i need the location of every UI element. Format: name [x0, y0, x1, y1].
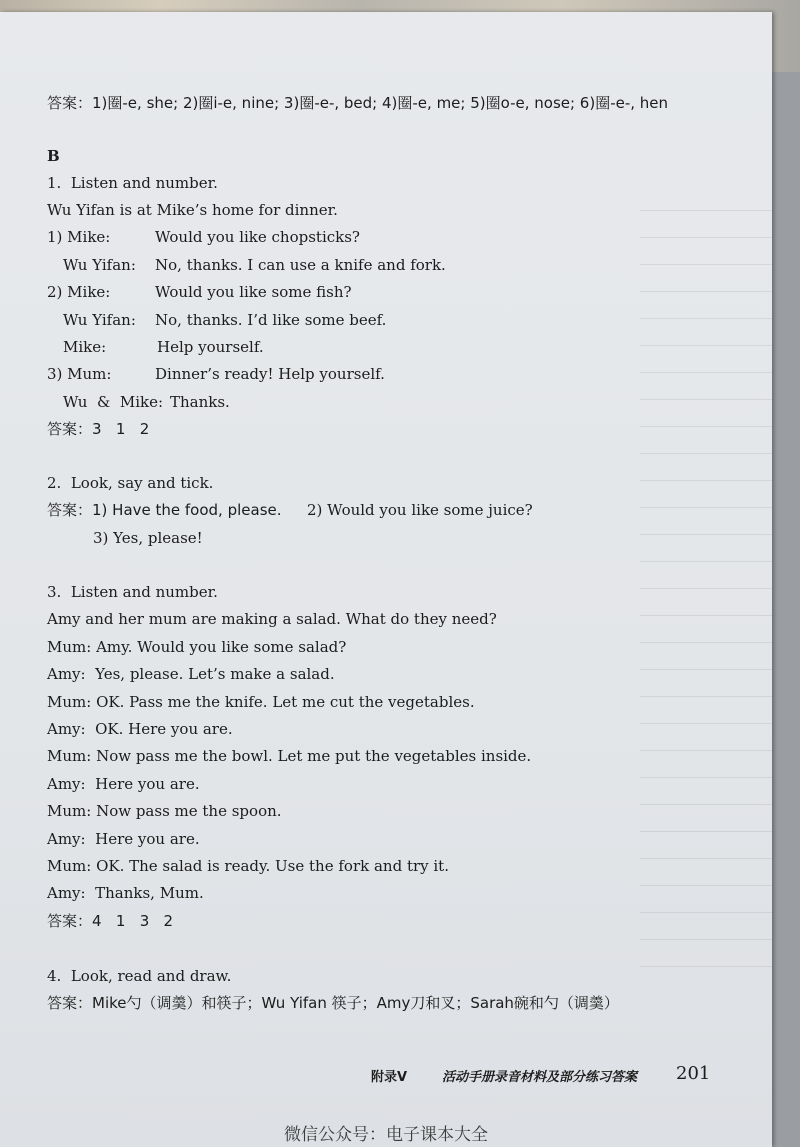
exercise-3-line: Mum: OK. Pass me the knife. Let me cut the vegetables. [47, 693, 475, 711]
appendix-label: 附录V [371, 1070, 408, 1085]
dialogue-number: 3) Mum: [47, 365, 112, 383]
show-through-text [640, 192, 772, 972]
exercise-2-answer-1: 答案：1) Have the food, please. [47, 501, 282, 519]
dialogue-speaker: Mike: [63, 338, 107, 356]
dialogue-text: Thanks. [170, 393, 230, 411]
exercise-3-line: Amy and her mum are making a salad. What do they need? [47, 610, 497, 628]
watermark: 微信公众号：电子课本大全 [284, 1125, 488, 1145]
answer-line-phonics: 答案：1)圈-e, she; 2)圈i-e, nine; 3)圈-e-, bed; 4)圈-e, me; 5)圈o-e, nose; 6)圈-e-, hen [47, 94, 669, 112]
dialogue-text: Dinner’s ready! Help yourself. [155, 365, 385, 383]
section-heading-b: B [47, 147, 60, 165]
exercise-3-line: Mum: Amy. Would you like some salad? [47, 638, 347, 656]
book-page [0, 12, 772, 1147]
exercise-3-line: Amy: Here you are. [47, 830, 200, 848]
dialogue-speaker: Wu & Mike: [63, 393, 164, 411]
dialogue-number: 2) Mike: [47, 283, 111, 301]
exercise-1-intro: Wu Yifan is at Mike’s home for dinner. [47, 201, 338, 219]
dialogue-text: No, thanks. I can use a knife and fork. [155, 256, 446, 274]
exercise-1-title: 1. Listen and number. [47, 174, 218, 192]
dialogue-text: Help yourself. [157, 338, 264, 356]
dialogue-text: Would you like chopsticks? [155, 228, 360, 246]
exercise-3-line: Amy: Here you are. [47, 775, 200, 793]
exercise-1-answer: 答案：3 1 2 [47, 420, 150, 438]
exercise-3-line: Amy: Thanks, Mum. [47, 884, 204, 902]
page-number: 201 [676, 1063, 711, 1084]
exercise-3-line: Amy: Yes, please. Let’s make a salad. [47, 665, 335, 683]
dialogue-text: Would you like some fish? [155, 283, 352, 301]
exercise-4-title: 4. Look, read and draw. [47, 967, 232, 985]
exercise-3-line: Amy: OK. Here you are. [47, 720, 233, 738]
exercise-2-title: 2. Look, say and tick. [47, 474, 214, 492]
exercise-3-line: Mum: OK. The salad is ready. Use the fork and try it. [47, 857, 449, 875]
dialogue-speaker: Wu Yifan: [63, 311, 136, 329]
exercise-2-answer-3: 3) Yes, please! [93, 529, 203, 547]
exercise-3-line: Mum: Now pass me the spoon. [47, 802, 282, 820]
exercise-4-answer: 答案：Mike勺（调羹）和筷子；Wu Yifan 筷子；Amy刀和叉；Sarah碗和勺（调羹） [47, 994, 619, 1012]
exercise-3-line: Mum: Now pass me the bowl. Let me put the vegetables inside. [47, 747, 532, 765]
dialogue-number: 1) Mike: [47, 228, 111, 246]
exercise-2-answer-2: 2) Would you like some juice? [307, 501, 533, 519]
exercise-3-title: 3. Listen and number. [47, 583, 218, 601]
appendix-title: 活动手册录音材料及部分练习答案 [442, 1070, 638, 1085]
exercise-3-answer: 答案：4 1 3 2 [47, 912, 174, 930]
dialogue-text: No, thanks. I’d like some beef. [155, 311, 387, 329]
dialogue-speaker: Wu Yifan: [63, 256, 136, 274]
